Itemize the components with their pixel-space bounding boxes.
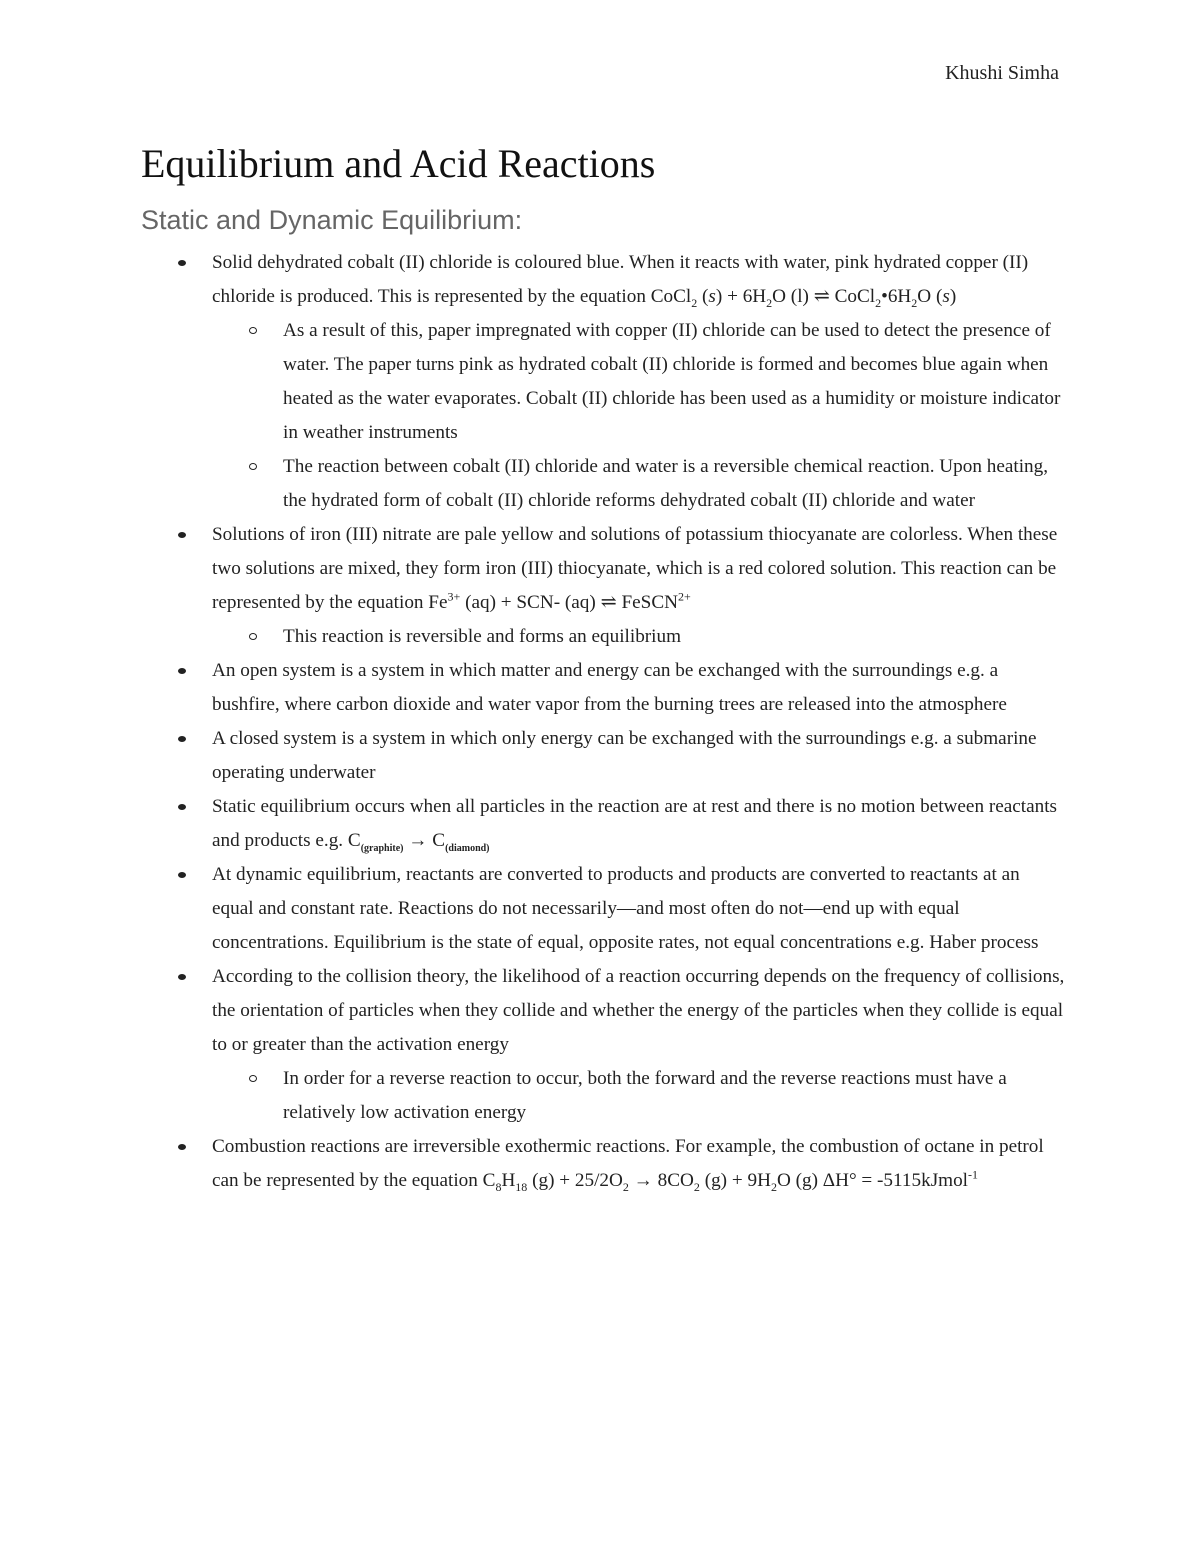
sub-list-item: This reaction is reversible and forms an equilibrium xyxy=(283,620,1066,654)
text: O (l) ⇌ CoCl xyxy=(772,286,876,307)
text: ) xyxy=(949,286,957,307)
text: Solid dehydrated cobalt (II) chloride is coloured blue. When it reacts with water, pink hydrated copper (II) chloride is produced. This is represented by the equation CoCl xyxy=(212,252,1029,307)
text: O (g) ΔH° = -5115kJmol xyxy=(776,1170,969,1191)
sub-bullet-list xyxy=(212,620,1066,654)
italic-text: s xyxy=(708,286,716,307)
text: → C xyxy=(403,830,446,851)
subscript: 2 xyxy=(770,1179,777,1194)
author-name: Khushi Simha xyxy=(945,62,1059,84)
superscript: 3+ xyxy=(447,589,461,604)
sub-list-item: As a result of this, paper impregnated with copper (II) chloride can be used to detect the presence of water. The paper turns pink as hydrated cobalt (II) chloride is formed and becomes blue again when heated as the water evaporates. Cobalt (II) chloride has been used as a humidity or moisture indicator in weather instruments xyxy=(283,314,1066,450)
bullet-list xyxy=(141,246,1066,1198)
list-item-static-equilibrium xyxy=(212,790,1066,858)
list-item-closed-system: A closed system is a system in which only energy can be exchanged with the surroundings e.g. a submarine operating underwater xyxy=(212,722,1066,790)
list-item-combustion xyxy=(212,1130,1066,1198)
notes-body xyxy=(141,246,1066,1198)
sub-list-item: The reaction between cobalt (II) chloride and water is a reversible chemical reaction. Upon heating, the hydrated form of cobalt (II) chloride reforms dehydrated cobalt (II) chloride and water xyxy=(283,450,1066,518)
text: (aq) + SCN- (aq) ⇌ FeSCN xyxy=(460,592,678,613)
subscript: 2 xyxy=(875,295,882,310)
text: According to the collision theory, the likelihood of a reaction occurring depends on the frequency of collisions, the orientation of particles when they collide and whether the energy of the particles when they collide is equal to or greater than the activation energy xyxy=(212,966,1065,1055)
list-item-collision-theory xyxy=(212,960,1066,1130)
sub-bullet-list xyxy=(212,314,1066,518)
text: (g) + 9H xyxy=(699,1170,771,1191)
text: Solutions of iron (III) nitrate are pale yellow and solutions of potassium thiocyanate are colorless. When these two solutions are mixed, they form iron (III) thiocyanate, which is a red colored solution. This reaction can be represented by the equation Fe xyxy=(212,524,1058,613)
superscript: 2+ xyxy=(677,589,691,604)
italic-text: s xyxy=(942,286,950,307)
text: Combustion reactions are irreversible exothermic reactions. For example, the combustion of octane in petrol can be represented by the equation C xyxy=(212,1136,1044,1191)
subscript: 2 xyxy=(766,295,773,310)
list-item-iron-thiocyanate xyxy=(212,518,1066,654)
subscript: (graphite) xyxy=(360,842,404,854)
list-item-open-system: An open system is a system in which matter and energy can be exchanged with the surroundings e.g. a bushfire, where carbon dioxide and water vapor from the burning trees are released into the atmosphere xyxy=(212,654,1066,722)
text: O ( xyxy=(917,286,943,307)
subscript: 2 xyxy=(911,295,918,310)
list-item-cobalt-chloride xyxy=(212,246,1066,518)
text: (g) + 25/2O xyxy=(527,1170,623,1191)
sub-list-item: In order for a reverse reaction to occur, both the forward and the reverse reactions must have a relatively low activation energy xyxy=(283,1062,1066,1130)
subscript: (diamond) xyxy=(445,842,490,854)
sub-bullet-list xyxy=(212,1062,1066,1130)
superscript: -1 xyxy=(968,1167,979,1182)
text: → 8CO xyxy=(628,1170,694,1191)
section-heading: Static and Dynamic Equilibrium: xyxy=(141,205,523,235)
subscript: 2 xyxy=(693,1179,700,1194)
subscript: 2 xyxy=(622,1179,629,1194)
text: •6H xyxy=(881,286,912,307)
subscript: 8 xyxy=(495,1179,502,1194)
subscript: 2 xyxy=(691,295,698,310)
text: H xyxy=(501,1170,516,1191)
list-item-dynamic-equilibrium: At dynamic equilibrium, reactants are converted to products and products are converted to reactants at an equal and constant rate. Reactions do not necessarily—and most often do not—end up with equal concentrations. Equilibrium is the state of equal, opposite rates, not equal concentrations e.g. Haber process xyxy=(212,858,1066,960)
text: ( xyxy=(697,286,709,307)
text: Static equilibrium occurs when all particles in the reaction are at rest and there is no motion between reactants and products e.g. C xyxy=(212,796,1058,851)
document-title: Equilibrium and Acid Reactions xyxy=(141,141,656,186)
subscript: 18 xyxy=(515,1179,528,1194)
text: ) + 6H xyxy=(715,286,767,307)
